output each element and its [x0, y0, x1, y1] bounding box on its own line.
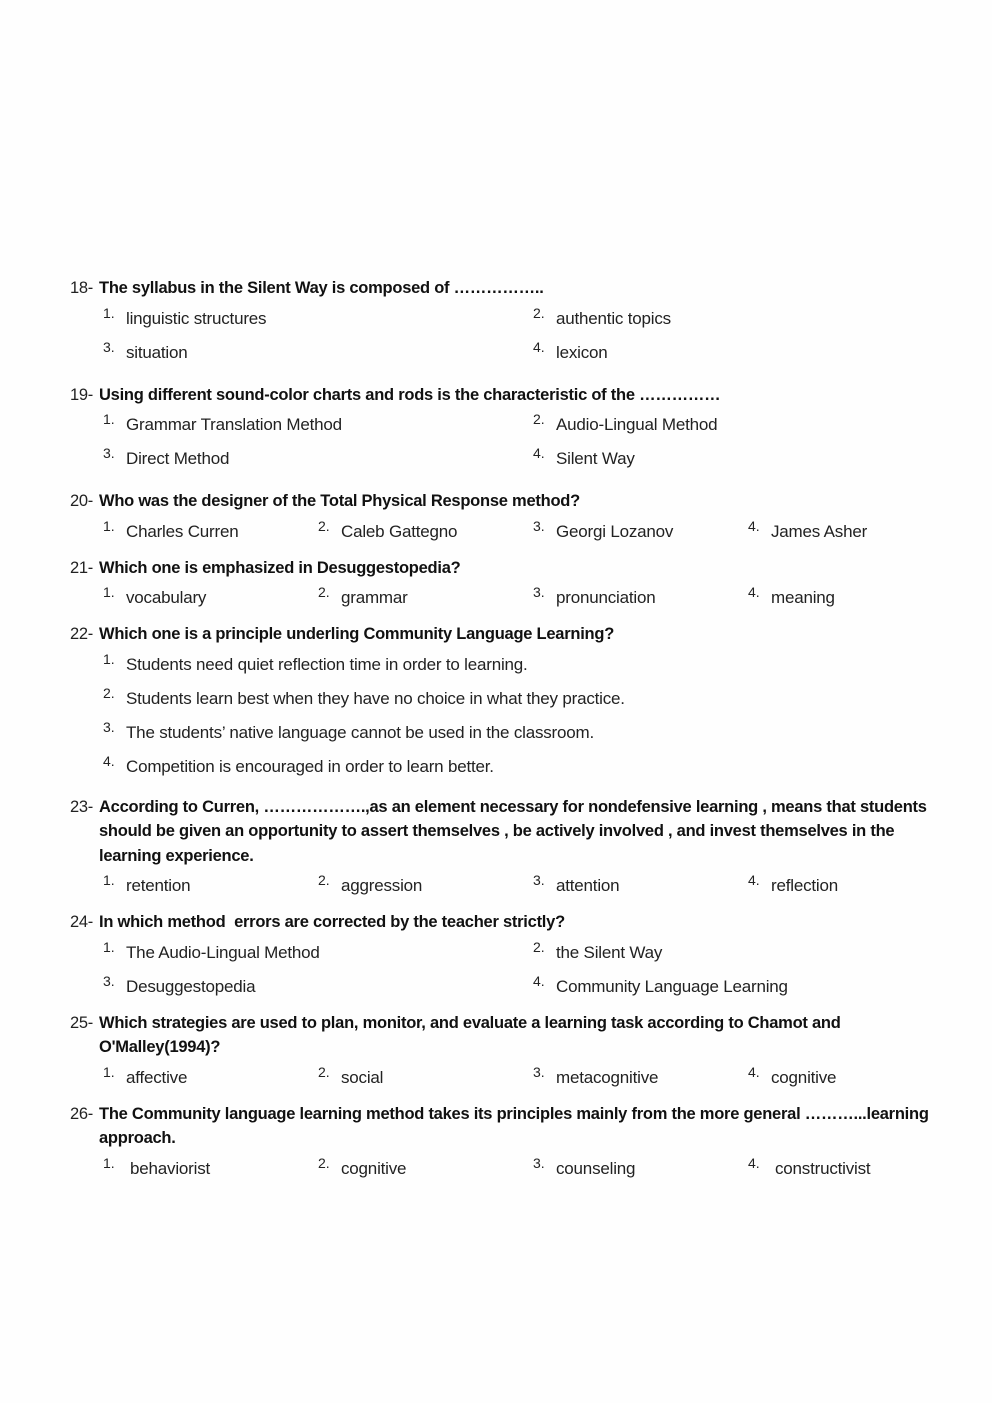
option-number: 3. — [533, 1063, 545, 1080]
option-number: 1. — [103, 1063, 115, 1080]
question-header — [70, 276, 930, 301]
option[interactable] — [748, 1060, 963, 1094]
options-list — [103, 868, 930, 902]
option[interactable] — [533, 969, 963, 1003]
option[interactable] — [103, 1151, 318, 1185]
option-text: linguistic structures — [126, 308, 267, 328]
option-number: 3. — [533, 584, 545, 600]
question-19 — [70, 383, 930, 476]
option[interactable] — [533, 441, 963, 475]
options-list — [103, 580, 930, 614]
option-text: Direct Method — [126, 449, 230, 468]
option-number: 4. — [533, 972, 545, 989]
option-number: 2. — [318, 1063, 330, 1080]
question-header — [70, 910, 930, 935]
option[interactable] — [533, 407, 963, 441]
question-header — [70, 383, 930, 408]
option-text: Competition is encouraged in order to learn better. — [126, 756, 494, 776]
option-text: the Silent Way — [556, 942, 663, 962]
option-number: 4. — [748, 584, 760, 600]
exam-page — [70, 276, 930, 1185]
option-number: 3. — [103, 718, 115, 735]
option[interactable] — [103, 969, 533, 1003]
question-header — [70, 795, 930, 869]
options-list — [103, 647, 930, 783]
option-text: grammar — [341, 588, 408, 607]
option[interactable] — [533, 935, 963, 969]
option[interactable] — [318, 868, 533, 902]
question-21 — [70, 556, 930, 615]
question-text: Using different sound-color charts and rods is the characteristic of the …………… — [99, 385, 721, 404]
question-header — [70, 622, 930, 647]
option-text: behaviorist — [130, 1158, 211, 1178]
option-text: Students need quiet reflection time in order to learning. — [126, 654, 528, 674]
question-header — [70, 1011, 930, 1060]
option-text: Desuggestopedia — [126, 976, 256, 996]
option-number: 1. — [103, 872, 115, 888]
option-text: meaning — [771, 588, 835, 607]
option-number: 2. — [103, 684, 115, 701]
option-number: 1. — [103, 304, 115, 321]
option-text: pronunciation — [556, 588, 656, 607]
option-number: 3. — [533, 517, 545, 534]
option-text: situation — [126, 342, 188, 362]
option-number: 4. — [748, 1063, 760, 1080]
option-number: 2. — [318, 872, 330, 888]
question-number: 21- — [70, 558, 93, 577]
option-number: 4. — [533, 445, 545, 461]
options-list — [103, 1060, 930, 1094]
option[interactable] — [103, 580, 318, 614]
option-number: 3. — [103, 338, 115, 355]
option-text: Georgi Lozanov — [556, 521, 674, 541]
question-20 — [70, 489, 930, 548]
option[interactable] — [318, 580, 533, 614]
option-text: Community Language Learning — [556, 976, 788, 996]
option[interactable] — [318, 514, 533, 548]
option-text: The students’ native language cannot be used in the classroom. — [126, 722, 594, 742]
option-number: 2. — [318, 1154, 330, 1171]
option-number: 1. — [103, 1154, 115, 1171]
option[interactable] — [103, 935, 533, 969]
question-number: 22- — [70, 625, 93, 643]
option-text: authentic topics — [556, 308, 671, 328]
options-list — [103, 514, 930, 548]
option[interactable] — [103, 681, 930, 715]
options-list — [103, 407, 930, 475]
question-18 — [70, 276, 930, 369]
option-number: 1. — [103, 411, 115, 427]
option[interactable] — [533, 1151, 748, 1185]
question-text: Which one is emphasized in Desuggestopedia? — [99, 558, 461, 577]
option-text: constructivist — [775, 1158, 871, 1178]
option-number: 4. — [748, 872, 760, 888]
question-26 — [70, 1102, 930, 1185]
option-text: attention — [556, 876, 620, 895]
option[interactable] — [103, 749, 930, 783]
option-text: The Audio-Lingual Method — [126, 942, 320, 962]
option[interactable] — [318, 1060, 533, 1094]
question-text: Who was the designer of the Total Physical Response method? — [99, 492, 580, 510]
option[interactable] — [103, 514, 318, 548]
option[interactable] — [533, 868, 748, 902]
question-22 — [70, 622, 930, 783]
option[interactable] — [533, 301, 963, 335]
option[interactable] — [533, 335, 963, 369]
option-text: cognitive — [771, 1067, 837, 1087]
option-number: 4. — [748, 1154, 760, 1171]
question-text: In which method errors are corrected by the teacher strictly? — [99, 913, 565, 931]
option-number: 4. — [103, 752, 115, 769]
question-text: The Community language learning method takes its principles mainly from the more general ………...learning approach. — [99, 1104, 929, 1147]
option-text: Silent Way — [556, 449, 635, 468]
option-text: Caleb Gattegno — [341, 521, 458, 541]
question-number: 25- — [70, 1013, 93, 1032]
option-number: 1. — [103, 584, 115, 600]
option-text: retention — [126, 876, 191, 895]
option-number: 3. — [103, 445, 115, 461]
option-text: affective — [126, 1067, 188, 1087]
option[interactable] — [103, 441, 533, 475]
option-number: 2. — [318, 584, 330, 600]
option[interactable] — [318, 1151, 533, 1185]
option-text: vocabulary — [126, 588, 207, 607]
question-text: Which one is a principle underling Community Language Learning? — [99, 625, 615, 643]
option-number: 2. — [533, 938, 545, 955]
option-number: 2. — [533, 304, 545, 321]
question-header — [70, 1102, 930, 1151]
option-number: 2. — [533, 411, 545, 427]
option-text: Students learn best when they have no choice in what they practice. — [126, 688, 625, 708]
question-number: 23- — [70, 797, 93, 816]
question-text: The syllabus in the Silent Way is composed of …………….. — [99, 279, 544, 297]
question-number: 18- — [70, 279, 93, 297]
option-number: 2. — [318, 517, 330, 534]
question-header — [70, 489, 930, 514]
option-text: Grammar Translation Method — [126, 415, 342, 434]
question-header — [70, 556, 930, 581]
option-text: aggression — [341, 876, 423, 895]
option-number: 4. — [748, 517, 760, 534]
option-number: 3. — [533, 1154, 545, 1171]
option[interactable] — [748, 868, 963, 902]
question-23 — [70, 795, 930, 903]
options-list — [103, 935, 930, 1003]
option[interactable] — [103, 407, 533, 441]
option[interactable] — [103, 335, 533, 369]
option[interactable] — [103, 715, 930, 749]
option-text: counseling — [556, 1158, 636, 1178]
question-number: 24- — [70, 913, 93, 931]
option[interactable] — [533, 1060, 748, 1094]
option-text: James Asher — [771, 521, 868, 541]
option-number: 1. — [103, 938, 115, 955]
option-text: metacognitive — [556, 1067, 659, 1087]
option[interactable] — [103, 868, 318, 902]
question-25 — [70, 1011, 930, 1094]
question-number: 19- — [70, 385, 93, 404]
option[interactable] — [103, 1060, 318, 1094]
option[interactable] — [103, 301, 533, 335]
option[interactable] — [748, 580, 963, 614]
options-list — [103, 301, 930, 369]
question-number: 20- — [70, 492, 93, 510]
option-text: Charles Curren — [126, 521, 239, 541]
option-number: 4. — [533, 338, 545, 355]
option[interactable] — [103, 647, 930, 681]
question-number: 26- — [70, 1104, 93, 1123]
option-number: 3. — [103, 972, 115, 989]
options-list — [103, 1151, 930, 1185]
option-text: lexicon — [556, 342, 608, 362]
question-24 — [70, 910, 930, 1003]
option[interactable] — [533, 580, 748, 614]
question-text: Which strategies are used to plan, monitor, and evaluate a learning task according to Chamot and O'Malley(1994)? — [99, 1013, 841, 1056]
option-text: reflection — [771, 876, 838, 895]
option-number: 1. — [103, 650, 115, 667]
option-text: social — [341, 1067, 384, 1087]
option-number: 3. — [533, 872, 545, 888]
option[interactable] — [748, 514, 963, 548]
option[interactable] — [748, 1151, 963, 1185]
question-text: According to Curren, ……………….,as an element necessary for nondefensive learning , means that students should be given an opportunity to assert themselves , be actively involved , and invest themselves in the learning experience. — [99, 797, 927, 865]
option-text: Audio-Lingual Method — [556, 415, 718, 434]
option-number: 1. — [103, 517, 115, 534]
option-text: cognitive — [341, 1158, 407, 1178]
option[interactable] — [533, 514, 748, 548]
